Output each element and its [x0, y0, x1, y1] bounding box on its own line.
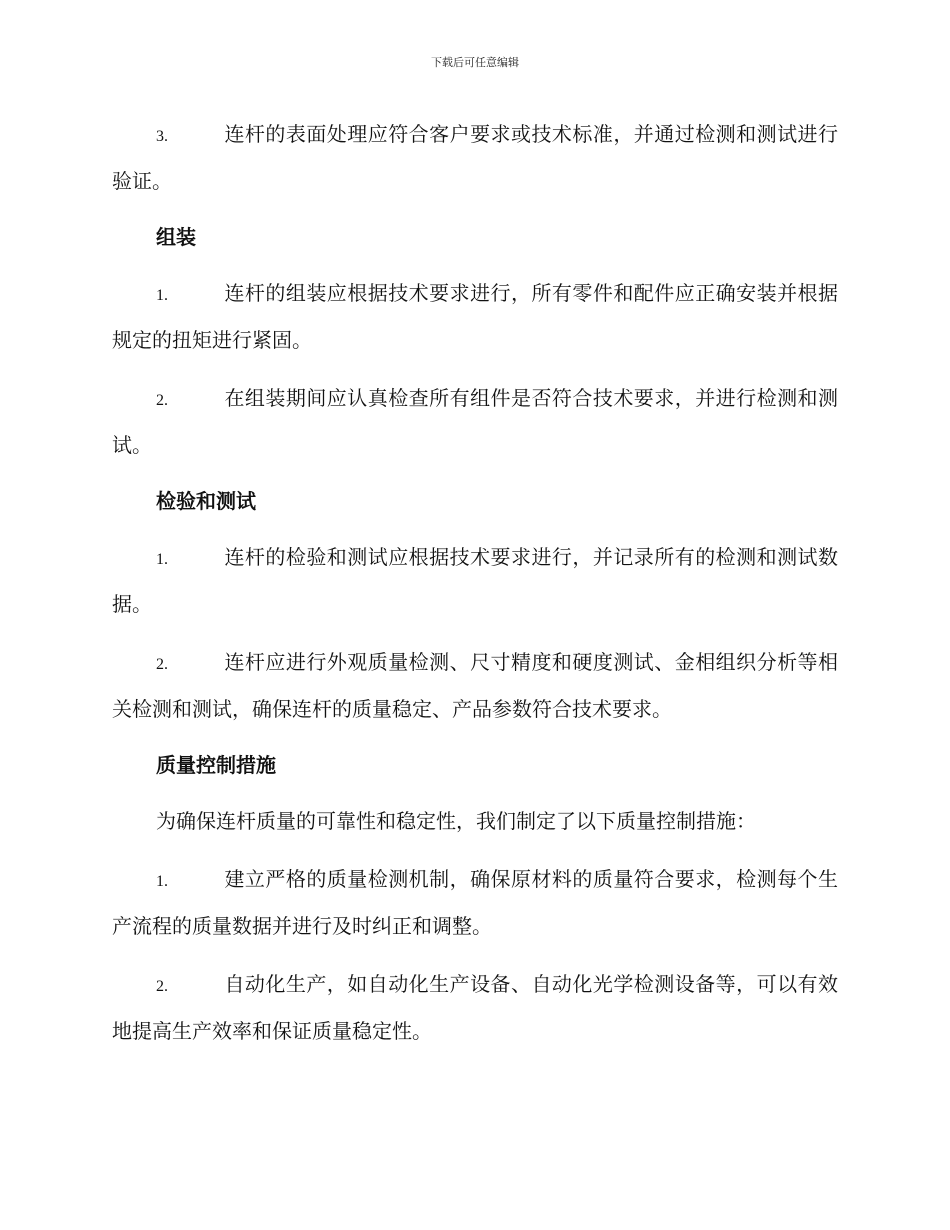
list-item	[112, 857, 838, 948]
section-heading-inspection: 检验和测试	[156, 489, 256, 513]
list-number: 2.	[156, 392, 168, 409]
list-item	[112, 962, 838, 1053]
list-number: 3.	[156, 128, 168, 145]
list-item	[112, 640, 838, 731]
list-item	[112, 271, 838, 362]
list-text: 自动化生产，如自动化生产设备、自动化光学检测设备等，可以有效地提高生产效率和保证质量稳定性。	[112, 972, 838, 1043]
section-heading-assembly: 组装	[156, 225, 196, 249]
list-item	[112, 376, 838, 467]
list-item	[112, 112, 838, 203]
section-heading-quality: 质量控制措施	[156, 753, 276, 777]
list-number: 2.	[156, 656, 168, 673]
list-text: 连杆应进行外观质量检测、尺寸精度和硬度测试、金相组织分析等相关检测和测试，确保连杆的质量稳定、产品参数符合技术要求。	[112, 650, 838, 721]
list-text: 在组装期间应认真检查所有组件是否符合技术要求，并进行检测和测试。	[112, 386, 838, 457]
list-text: 连杆的组装应根据技术要求进行，所有零件和配件应正确安装并根据规定的扭矩进行紧固。	[112, 281, 838, 352]
list-text: 建立严格的质量检测机制，确保原材料的质量符合要求，检测每个生产流程的质量数据并进行及时纠正和调整。	[112, 867, 838, 938]
page-header: 下载后可任意编辑	[431, 56, 519, 69]
intro-paragraph: 为确保连杆质量的可靠性和稳定性，我们制定了以下质量控制措施：	[156, 809, 756, 833]
list-number: 1.	[156, 873, 168, 890]
list-text: 连杆的表面处理应符合客户要求或技术标准，并通过检测和测试进行验证。	[112, 122, 838, 193]
list-number: 2.	[156, 978, 168, 995]
list-item	[112, 535, 838, 626]
list-number: 1.	[156, 551, 168, 568]
list-text: 连杆的检验和测试应根据技术要求进行，并记录所有的检测和测试数据。	[112, 545, 838, 616]
document-body	[112, 112, 838, 1067]
list-number: 1.	[156, 287, 168, 304]
